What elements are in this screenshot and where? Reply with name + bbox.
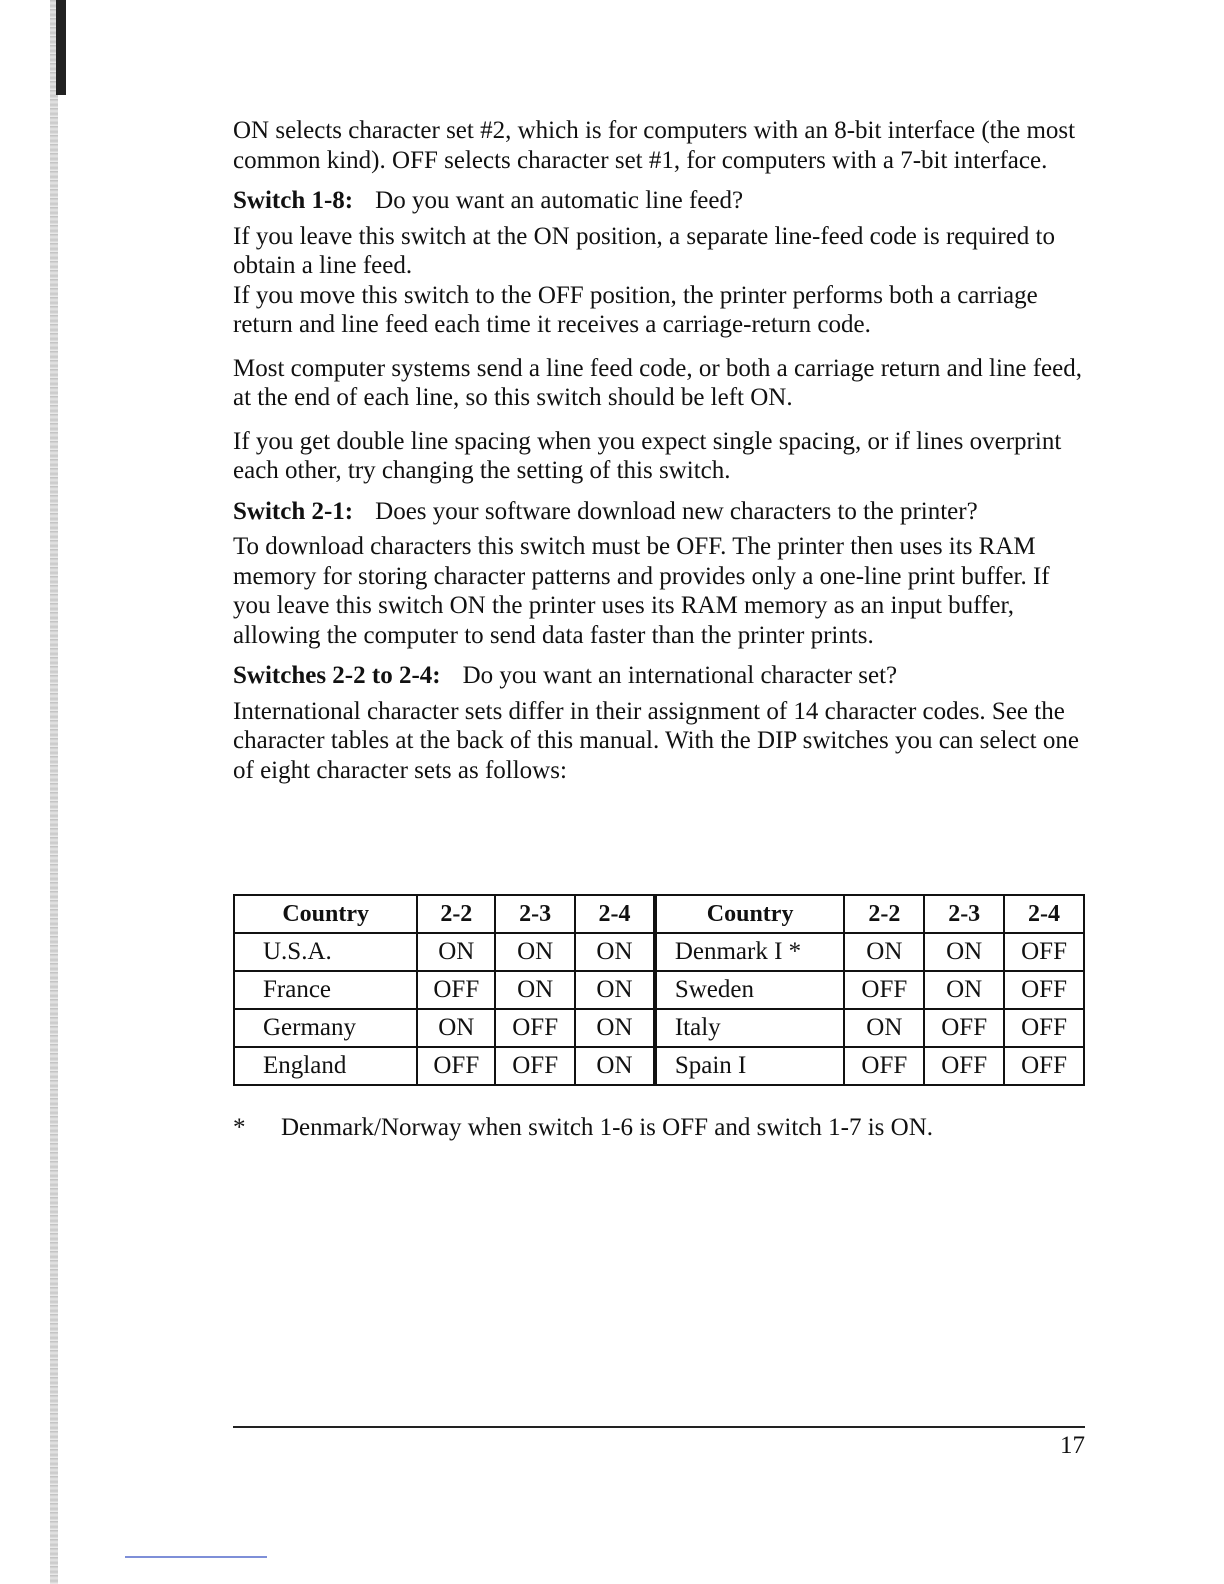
table-cell: ON	[924, 971, 1004, 1009]
table-cell: OFF	[417, 971, 495, 1009]
switch-1-8-question: Do you want an automatic line feed?	[375, 187, 744, 214]
table-cell: Sweden	[655, 971, 845, 1009]
character-set-table	[233, 894, 1085, 1086]
header-cell: Country	[655, 895, 845, 933]
table-cell: OFF	[924, 1047, 1004, 1085]
table-cell: OFF	[844, 1047, 924, 1085]
table-cell: Denmark I *	[655, 933, 845, 971]
table-cell: OFF	[1004, 933, 1084, 971]
footnote-marker: *	[233, 1114, 246, 1141]
table-row	[234, 971, 1084, 1009]
table-cell: France	[234, 971, 417, 1009]
paragraph-linefeed-on: If you leave this switch at the ON position, a separate line-feed code is required to obtain a line feed.	[233, 222, 1055, 279]
table-cell: Spain I	[655, 1047, 845, 1085]
page-body	[233, 116, 1085, 785]
table-row	[234, 1009, 1084, 1047]
paragraph-double-spacing: If you get double line spacing when you expect single spacing, or if lines overprint each other, try changing the setting of this switch.	[233, 427, 1062, 484]
paragraph-linefeed-off: If you move this switch to the OFF position, the printer performs both a carriage return and line feed each time it receives a carriage-return code.	[233, 281, 1038, 338]
table-row	[234, 933, 1084, 971]
paragraph-charset: ON selects character set #2, which is for computers with an 8-bit interface (the most common kind). OFF selects character set #1, for computers with a 7-bit interface.	[233, 117, 1076, 174]
table-header-row	[234, 895, 1084, 933]
footnote-text: Denmark/Norway when switch 1-6 is OFF and switch 1-7 is ON.	[281, 1114, 934, 1141]
header-cell: 2-4	[575, 895, 655, 933]
table-cell: ON	[575, 1009, 655, 1047]
header-cell: 2-4	[1004, 895, 1084, 933]
table-cell: OFF	[844, 971, 924, 1009]
switch-2-2-to-2-4-question: Do you want an international character set?	[462, 662, 898, 689]
table-cell: ON	[844, 933, 924, 971]
switch-2-1-label: Switch 2-1:	[233, 497, 354, 525]
switch-2-2-to-2-4-label: Switches 2-2 to 2-4:	[233, 662, 441, 689]
table-cell: Italy	[655, 1009, 845, 1047]
table-cell: England	[234, 1047, 417, 1085]
table-cell: OFF	[1004, 1009, 1084, 1047]
paragraph-international: International character sets differ in their assignment of 14 character codes. See the character tables at the back of this manual. With the DIP switches you can select one of eight character sets as follows:	[233, 697, 1079, 784]
footnote	[233, 1114, 933, 1142]
table-cell: ON	[575, 971, 655, 1009]
switch-2-2-to-2-4-heading	[233, 661, 1085, 691]
table-cell: U.S.A.	[234, 933, 417, 971]
table-cell: ON	[575, 933, 655, 971]
table-row	[234, 1047, 1084, 1085]
table-cell: OFF	[924, 1009, 1004, 1047]
scan-artifact-line	[125, 1556, 267, 1558]
table-cell: ON	[924, 933, 1004, 971]
table-cell: OFF	[1004, 971, 1084, 1009]
table-cell: ON	[417, 1009, 495, 1047]
header-cell: 2-2	[417, 895, 495, 933]
scan-edge-mark	[56, 0, 66, 95]
table-cell: ON	[495, 933, 575, 971]
table-cell: ON	[575, 1047, 655, 1085]
footer-rule	[233, 1426, 1085, 1428]
header-cell: 2-2	[844, 895, 924, 933]
switch-2-1-heading	[233, 497, 1085, 527]
table-cell: OFF	[1004, 1047, 1084, 1085]
table-cell: ON	[844, 1009, 924, 1047]
table-cell: OFF	[495, 1047, 575, 1085]
scan-edge	[50, 0, 58, 1584]
table-cell: OFF	[417, 1047, 495, 1085]
switch-2-1-question: Does your software download new characters to the printer?	[375, 497, 978, 525]
table-cell: ON	[495, 971, 575, 1009]
header-cell: 2-3	[924, 895, 1004, 933]
table-cell: OFF	[495, 1009, 575, 1047]
header-cell: Country	[234, 895, 417, 933]
header-cell: 2-3	[495, 895, 575, 933]
switch-1-8-label: Switch 1-8:	[233, 187, 354, 214]
page-number: 17	[1060, 1432, 1085, 1459]
table-cell: Germany	[234, 1009, 417, 1047]
table-cell: ON	[417, 933, 495, 971]
paragraph-download: To download characters this switch must be OFF. The printer then uses its RAM memory for storing character patterns and provides only a one-line print buffer. If you leave this switch ON the printer uses its RAM memory as an input buffer, allowing the computer to send data faster than the printer prints.	[233, 533, 1050, 649]
paragraph-linefeed-default: Most computer systems send a line feed code, or both a carriage return and line feed, at the end of each line, so this switch should be left ON.	[233, 354, 1082, 411]
switch-1-8-heading	[233, 186, 1085, 216]
